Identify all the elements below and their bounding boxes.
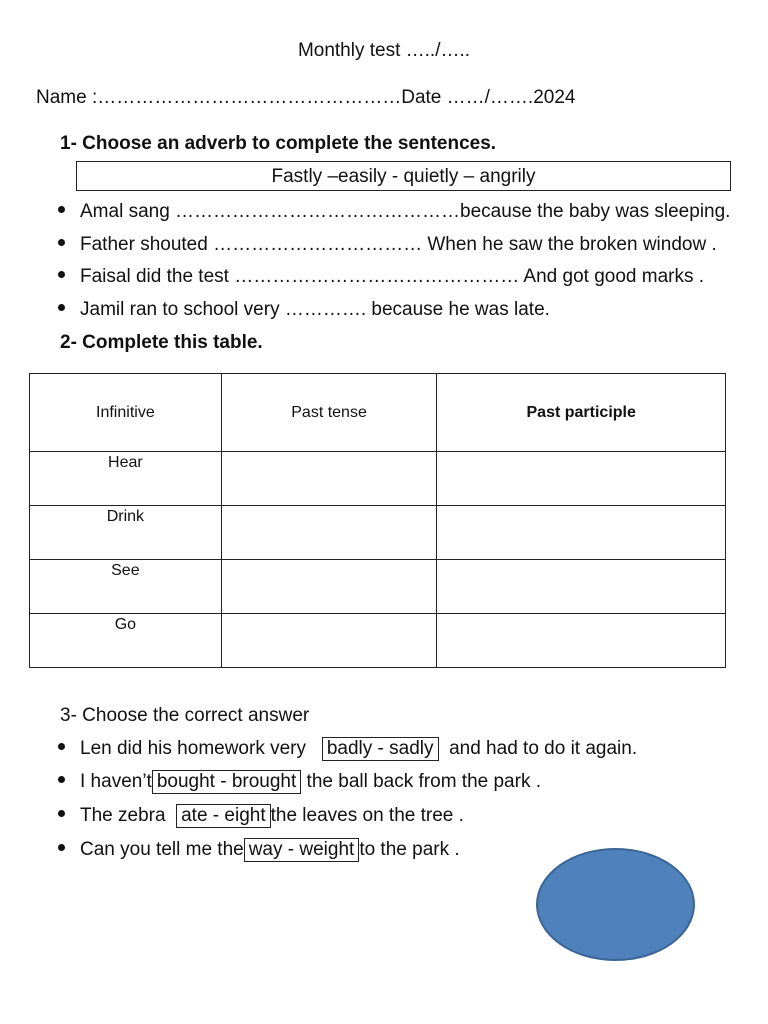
verb-table [29, 373, 726, 668]
table-row [30, 506, 726, 560]
bullet-icon [58, 776, 65, 783]
past-tense-cell[interactable] [221, 452, 437, 506]
section2-heading: 2- Complete this table. [60, 332, 263, 353]
choice-text-after: to the park . [359, 839, 460, 860]
name-date-line: Name :…………………………………………Date ……/…….2024 [36, 87, 576, 108]
past-participle-cell[interactable] [437, 614, 726, 668]
choice-item [58, 838, 460, 862]
choice-item [58, 770, 541, 794]
table-row [30, 614, 726, 668]
bullet-icon [58, 206, 65, 213]
table-row [30, 560, 726, 614]
column-header-past-tense: Past tense [221, 374, 437, 452]
page-title: Monthly test …../….. [297, 40, 471, 61]
infinitive-cell: Hear [30, 452, 222, 506]
choice-text-before: Len did his homework very [80, 738, 312, 759]
sentence-text: Jamil ran to school very …………. because he was late. [80, 299, 550, 320]
table-row [30, 452, 726, 506]
infinitive-cell: Drink [30, 506, 222, 560]
bullet-icon [58, 844, 65, 851]
bullet-icon [58, 743, 65, 750]
bullet-icon [58, 239, 65, 246]
sentence-text: Amal sang ………………………………………because the baby was sleeping. [80, 201, 731, 222]
sentence-text: Father shouted …………………………… When he saw the broken window . [80, 234, 717, 255]
section1-heading: 1- Choose an adverb to complete the sentences. [60, 133, 497, 154]
choice-item [58, 737, 637, 761]
answer-choice-box[interactable]: badly - sadly [322, 737, 439, 761]
answer-choice-box[interactable]: ate - eight [176, 804, 271, 828]
choice-text-after: the leaves on the tree . [270, 805, 464, 826]
choice-text-before: I haven’t [80, 771, 152, 792]
choice-text-before: Can you tell me the [80, 839, 244, 860]
choice-text-after: and had to do it again. [443, 738, 638, 759]
past-participle-cell[interactable] [437, 560, 726, 614]
past-participle-cell[interactable] [437, 506, 726, 560]
sentence-item [58, 234, 717, 256]
past-tense-cell[interactable] [221, 614, 437, 668]
infinitive-cell: Go [30, 614, 222, 668]
past-tense-cell[interactable] [221, 560, 437, 614]
column-header-past-participle: Past participle [437, 374, 726, 452]
sentence-item [58, 201, 730, 223]
table-header-row [30, 374, 726, 452]
bullet-icon [58, 304, 65, 311]
sentence-item [58, 299, 550, 321]
blue-oval-shape [536, 848, 695, 961]
adverb-word-box: Fastly –easily - quietly – angrily [76, 161, 731, 191]
choice-item [58, 804, 464, 828]
choice-text-after: the ball back from the park . [301, 771, 542, 792]
infinitive-cell: See [30, 560, 222, 614]
past-participle-cell[interactable] [437, 452, 726, 506]
column-header-infinitive: Infinitive [30, 374, 222, 452]
bullet-icon [58, 810, 65, 817]
section3-heading: 3- Choose the correct answer [60, 705, 310, 726]
answer-choice-box[interactable]: way - weight [244, 838, 360, 862]
sentence-item [58, 266, 704, 288]
choice-text-before: The zebra [80, 805, 171, 826]
sentence-text: Faisal did the test ……………………………………… And got good marks . [80, 266, 705, 287]
bullet-icon [58, 271, 65, 278]
answer-choice-box[interactable]: bought - brought [152, 770, 301, 794]
past-tense-cell[interactable] [221, 506, 437, 560]
